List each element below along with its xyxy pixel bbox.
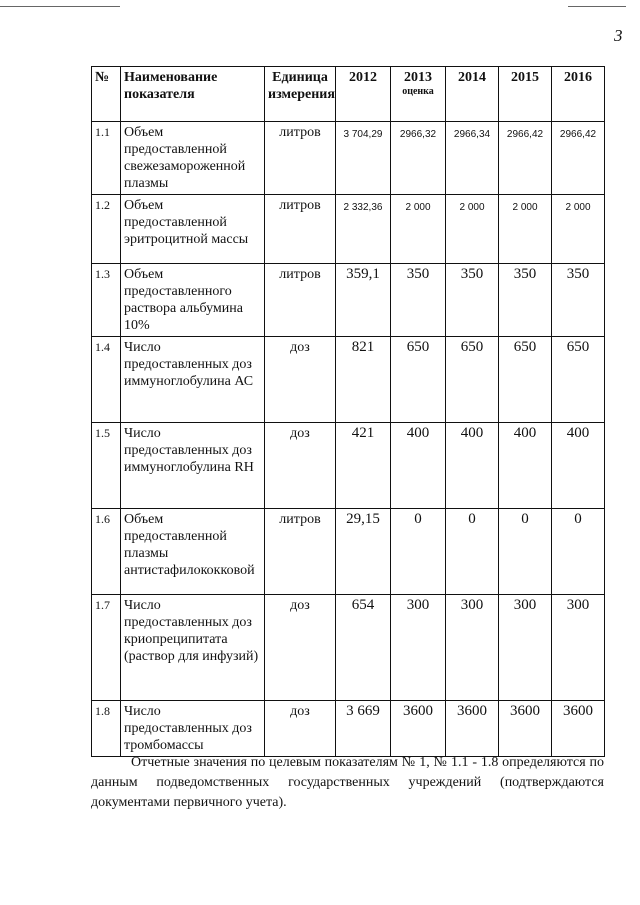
row-value: 650 bbox=[391, 337, 446, 423]
table-row bbox=[92, 264, 605, 337]
row-value: 300 bbox=[499, 595, 552, 701]
row-value: 2 000 bbox=[499, 195, 552, 264]
scan-line-left bbox=[0, 6, 120, 7]
row-value: 300 bbox=[552, 595, 605, 701]
row-name: Число предоставленных доз криопреципитата (раствор для инфузий) bbox=[121, 595, 265, 701]
row-value: 2 000 bbox=[446, 195, 499, 264]
row-name: Объем предоставленного раствора альбумина 10% bbox=[121, 264, 265, 337]
row-number: 1.6 bbox=[92, 509, 121, 595]
row-value: 421 bbox=[336, 423, 391, 509]
row-unit: доз bbox=[265, 595, 336, 701]
row-value: 3600 bbox=[499, 701, 552, 757]
row-value: 400 bbox=[446, 423, 499, 509]
row-value: 0 bbox=[446, 509, 499, 595]
table-row bbox=[92, 595, 605, 701]
row-value: 359,1 bbox=[336, 264, 391, 337]
row-number: 1.7 bbox=[92, 595, 121, 701]
row-value: 2 000 bbox=[391, 195, 446, 264]
row-value: 300 bbox=[446, 595, 499, 701]
row-value: 650 bbox=[446, 337, 499, 423]
table-row bbox=[92, 122, 605, 195]
row-value: 3 669 bbox=[336, 701, 391, 757]
row-unit: литров bbox=[265, 509, 336, 595]
header-year: 2015 bbox=[499, 67, 552, 122]
table-row bbox=[92, 195, 605, 264]
row-value: 3600 bbox=[446, 701, 499, 757]
row-value: 350 bbox=[552, 264, 605, 337]
row-unit: доз bbox=[265, 701, 336, 757]
row-value: 400 bbox=[391, 423, 446, 509]
row-number: 1.1 bbox=[92, 122, 121, 195]
row-unit: доз bbox=[265, 423, 336, 509]
header-name: Наименование показателя bbox=[121, 67, 265, 122]
row-unit: доз bbox=[265, 337, 336, 423]
row-value: 3 704,29 bbox=[336, 122, 391, 195]
header-row bbox=[92, 67, 605, 122]
row-value: 3600 bbox=[552, 701, 605, 757]
row-number: 1.5 bbox=[92, 423, 121, 509]
row-value: 0 bbox=[552, 509, 605, 595]
row-value: 654 bbox=[336, 595, 391, 701]
row-name: Объем предоставленной эритроцитной массы bbox=[121, 195, 265, 264]
row-number: 1.8 bbox=[92, 701, 121, 757]
header-year: 2013 оценка bbox=[391, 67, 446, 122]
footnote-paragraph: Отчетные значения по целевым показателям № 1, № 1.1 - 1.8 определяются по данным подведомственных государственных учреждений (подтверждаются документами первичного учета). bbox=[91, 755, 604, 810]
row-value: 300 bbox=[391, 595, 446, 701]
header-unit: Единица измерения bbox=[265, 67, 336, 122]
row-value: 400 bbox=[552, 423, 605, 509]
header-year: 2016 bbox=[552, 67, 605, 122]
scan-line-right bbox=[568, 6, 626, 7]
row-value: 29,15 bbox=[336, 509, 391, 595]
row-value: 2966,42 bbox=[552, 122, 605, 195]
row-name: Число предоставленных доз иммуноглобулина АС bbox=[121, 337, 265, 423]
row-name: Объем предоставленной плазмы антистафилококковой bbox=[121, 509, 265, 595]
row-value: 350 bbox=[391, 264, 446, 337]
row-value: 2 000 bbox=[552, 195, 605, 264]
row-value: 650 bbox=[499, 337, 552, 423]
row-value: 2966,32 bbox=[391, 122, 446, 195]
estimate-note: оценка bbox=[402, 86, 434, 97]
row-unit: литров bbox=[265, 122, 336, 195]
page-number: 3 bbox=[614, 26, 623, 45]
row-value: 0 bbox=[391, 509, 446, 595]
row-number: 1.4 bbox=[92, 337, 121, 423]
row-value: 821 bbox=[336, 337, 391, 423]
row-name: Объем предоставленной свежезамороженной плазмы bbox=[121, 122, 265, 195]
header-year: 2012 bbox=[336, 67, 391, 122]
header-no: № bbox=[92, 67, 121, 122]
row-value: 3600 bbox=[391, 701, 446, 757]
row-unit: литров bbox=[265, 195, 336, 264]
table-row bbox=[92, 701, 605, 757]
row-value: 350 bbox=[446, 264, 499, 337]
row-value: 0 bbox=[499, 509, 552, 595]
indicators-table bbox=[91, 66, 605, 757]
header-year: 2014 bbox=[446, 67, 499, 122]
table-row bbox=[92, 423, 605, 509]
row-value: 350 bbox=[499, 264, 552, 337]
table-row bbox=[92, 509, 605, 595]
row-value: 400 bbox=[499, 423, 552, 509]
row-value: 2 332,36 bbox=[336, 195, 391, 264]
row-number: 1.3 bbox=[92, 264, 121, 337]
row-value: 2966,34 bbox=[446, 122, 499, 195]
row-name: Число предоставленных доз тромбомассы bbox=[121, 701, 265, 757]
row-unit: литров bbox=[265, 264, 336, 337]
row-name: Число предоставленных доз иммуноглобулина RH bbox=[121, 423, 265, 509]
row-number: 1.2 bbox=[92, 195, 121, 264]
table-row bbox=[92, 337, 605, 423]
row-value: 650 bbox=[552, 337, 605, 423]
row-value: 2966,42 bbox=[499, 122, 552, 195]
